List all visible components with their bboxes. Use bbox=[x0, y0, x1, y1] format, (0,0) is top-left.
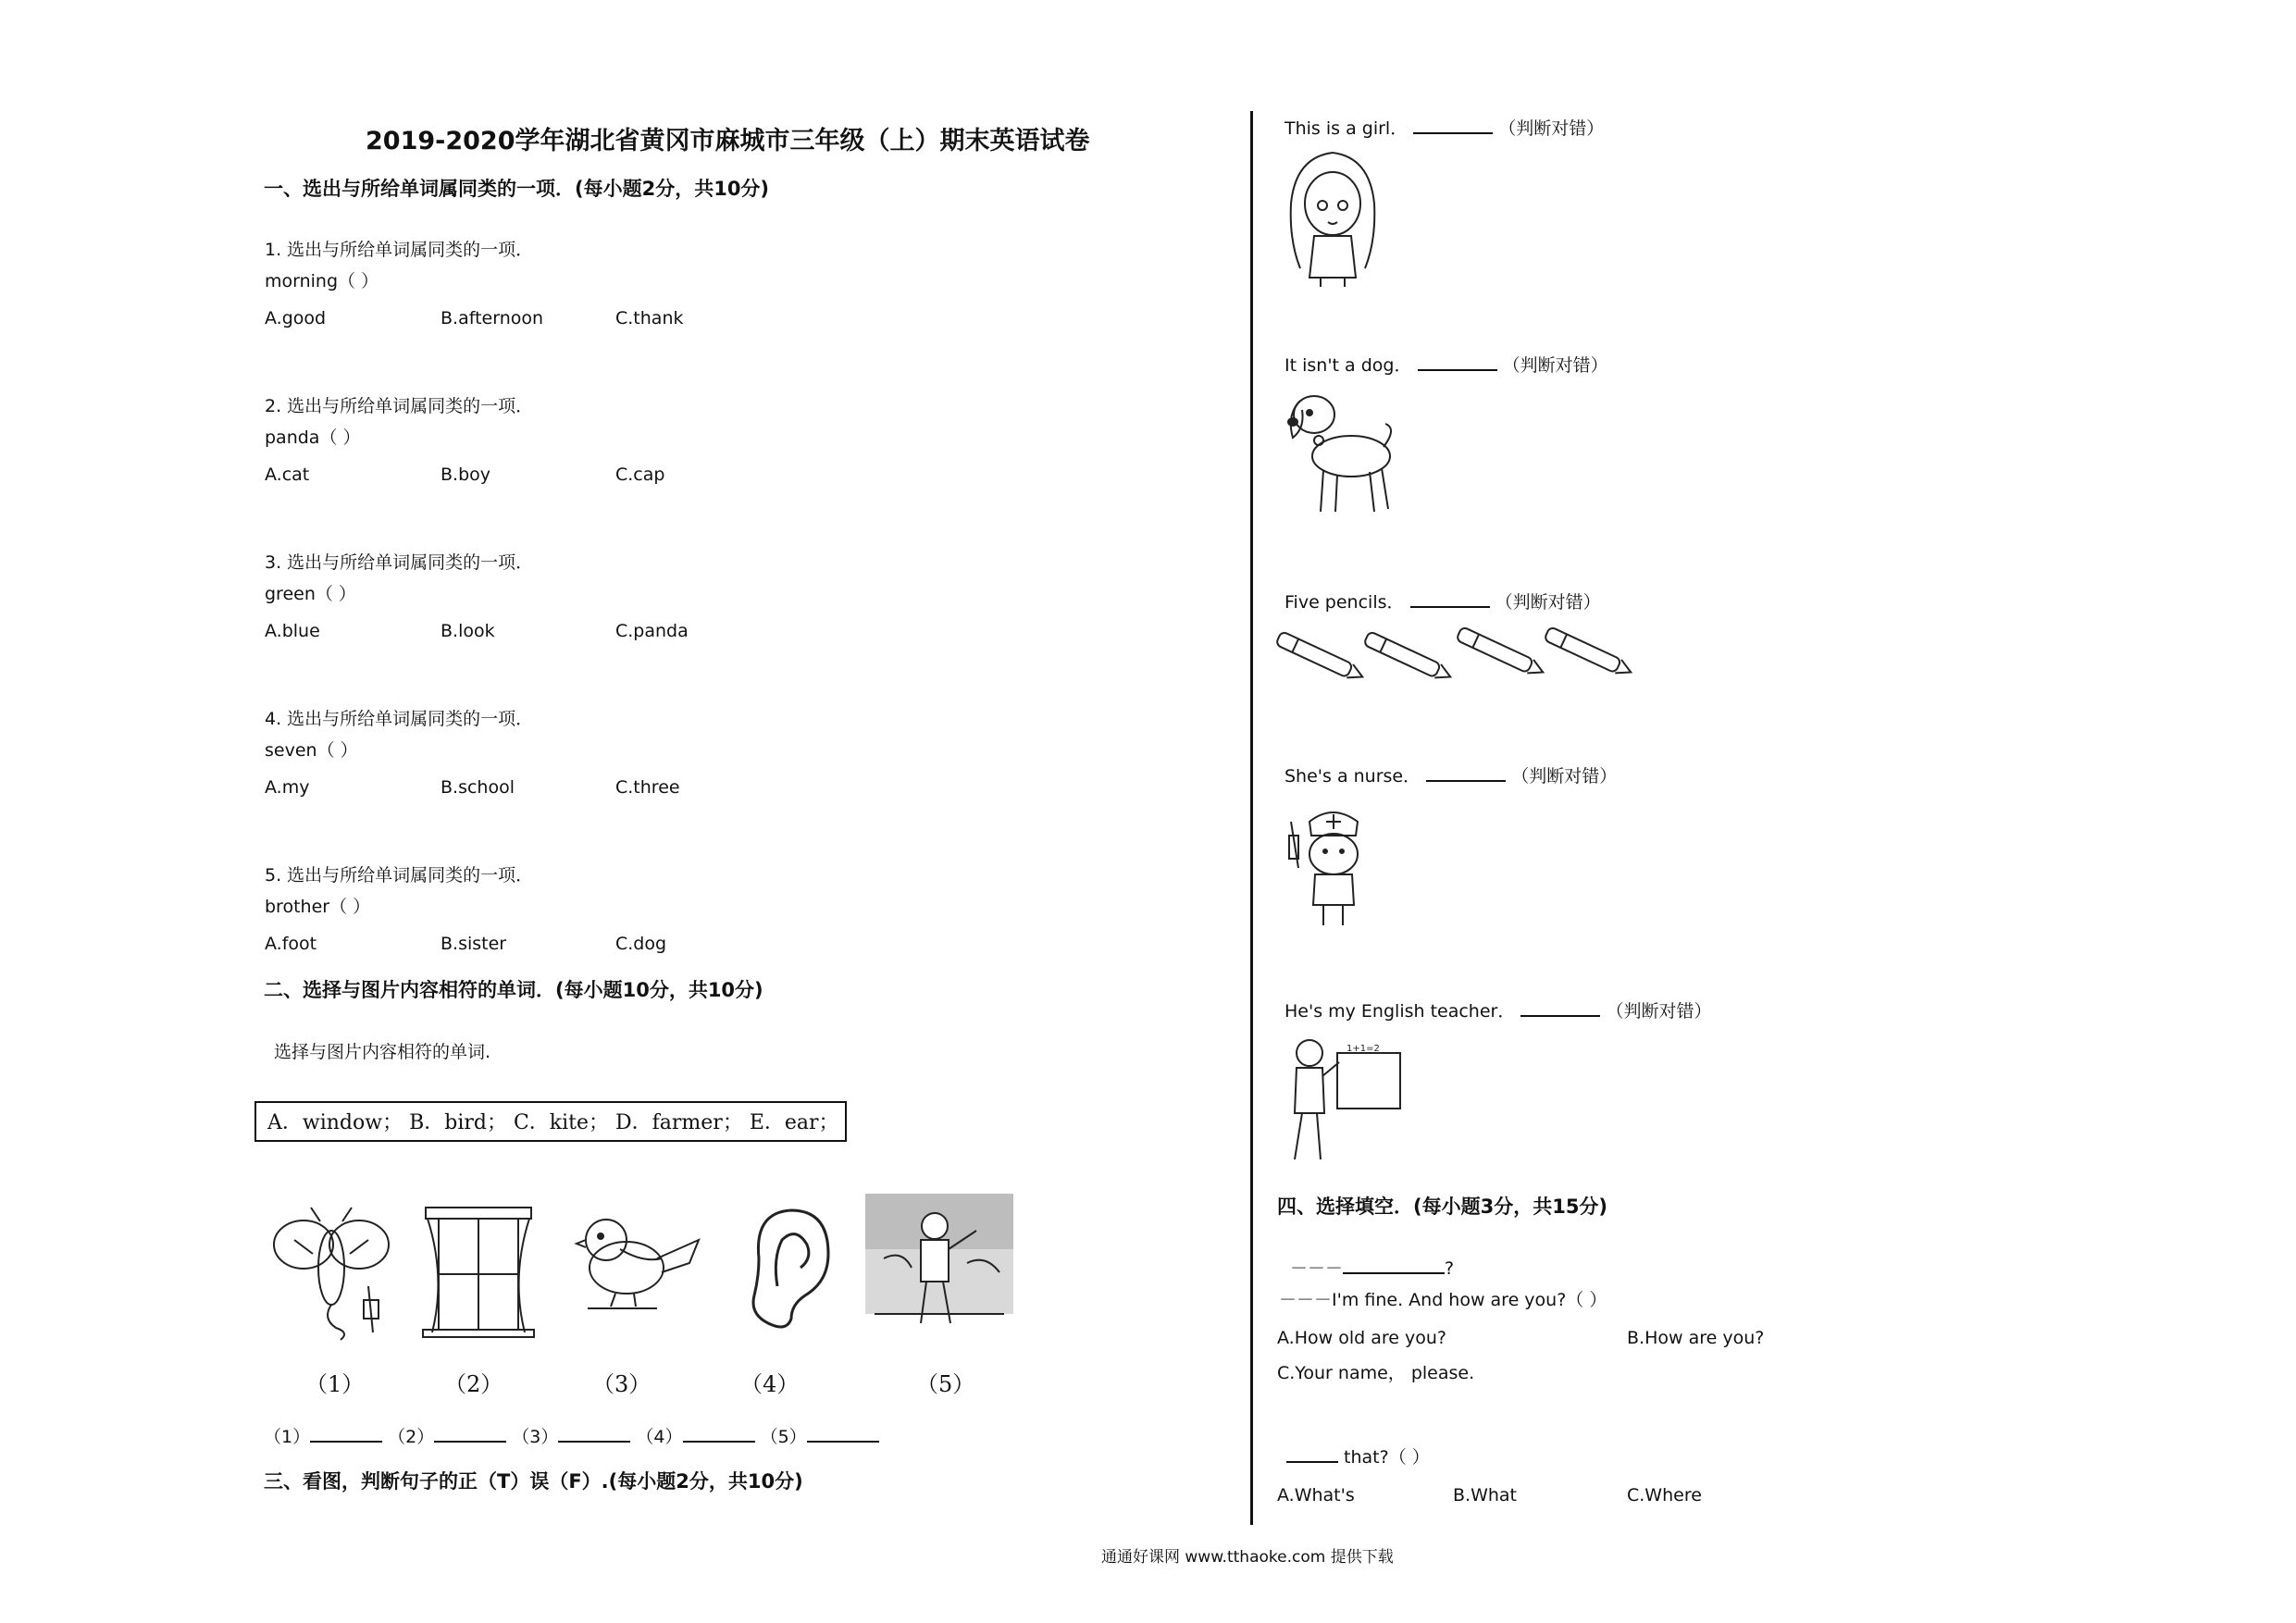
judge-sentence: Five pencils． bbox=[1285, 592, 1405, 613]
fill-option-c[interactable]: C.Where bbox=[1627, 1485, 1702, 1505]
dog-picture bbox=[1282, 387, 1411, 516]
option-b[interactable]: B.afternoon bbox=[441, 308, 544, 328]
picture-label-4: （4） bbox=[740, 1371, 800, 1397]
kite-picture bbox=[267, 1203, 396, 1342]
option-a[interactable]: A.blue bbox=[265, 621, 320, 641]
fill-option-b[interactable]: B.What bbox=[1453, 1485, 1517, 1505]
answer-row bbox=[264, 1423, 879, 1448]
question-word: panda（ ） bbox=[265, 427, 361, 448]
option-c[interactable]: C.three bbox=[615, 777, 680, 798]
fill-question-1-line2: －－－I'm fine. And how are you?（ ） bbox=[1279, 1290, 1607, 1310]
bird-picture bbox=[569, 1212, 703, 1314]
judge-hint: （判断对错） bbox=[1495, 592, 1601, 613]
picture-label-5: （5） bbox=[916, 1371, 975, 1397]
picture-label-3: （3） bbox=[592, 1371, 652, 1397]
answer-blank-1[interactable] bbox=[310, 1441, 382, 1443]
page-title: 2019-2020学年湖北省黄冈市麻城市三年级（上）期末英语试卷 bbox=[366, 127, 1090, 155]
judge-blank-1[interactable] bbox=[1413, 132, 1493, 134]
fill-question-1-line1 bbox=[1290, 1255, 1454, 1280]
answer-label-3: （3） bbox=[512, 1427, 559, 1447]
judge-sentence: He's my English teacher． bbox=[1285, 1001, 1516, 1022]
question-prompt: 2. 选出与所给单词属同类的一项． bbox=[265, 396, 534, 416]
svg-text:1+1=2: 1+1=2 bbox=[1347, 1044, 1380, 1054]
judge-item-2 bbox=[1285, 352, 1608, 377]
teacher-picture bbox=[1282, 1035, 1402, 1164]
question-prompt: 5. 选出与所给单词属同类的一项． bbox=[265, 865, 534, 886]
judge-sentence: She's a nurse． bbox=[1285, 766, 1421, 787]
judge-blank-5[interactable] bbox=[1520, 1015, 1600, 1017]
judge-hint: （判断对错） bbox=[1511, 766, 1618, 787]
section3-heading: 三、看图，判断句子的正（T）误（F）.(每小题2分，共10分) bbox=[264, 1470, 803, 1493]
fill-option-a[interactable]: A.How old are you? bbox=[1277, 1328, 1446, 1348]
question-prompt: 1. 选出与所给单词属同类的一项． bbox=[265, 240, 534, 260]
question-word: morning（ ） bbox=[265, 271, 379, 291]
answer-blank-2[interactable] bbox=[434, 1441, 506, 1443]
option-a[interactable]: A.my bbox=[265, 777, 310, 798]
option-a[interactable]: A.good bbox=[265, 308, 327, 328]
answer-label-4: （4） bbox=[636, 1427, 683, 1447]
answer-label-2: （2） bbox=[388, 1427, 435, 1447]
option-c[interactable]: C.panda bbox=[615, 621, 689, 641]
question-prompt: 4. 选出与所给单词属同类的一项． bbox=[265, 709, 534, 729]
question-word: green（ ） bbox=[265, 584, 356, 604]
section4-heading: 四、选择填空．(每小题3分，共15分) bbox=[1277, 1196, 1608, 1218]
farmer-picture bbox=[865, 1194, 1013, 1332]
fill-question-2-text: that?（ ） bbox=[1338, 1447, 1430, 1468]
dialogue-dashes: －－－ bbox=[1290, 1258, 1344, 1279]
option-a[interactable]: A.foot bbox=[265, 934, 317, 954]
option-c[interactable]: C.thank bbox=[615, 308, 684, 328]
section1-heading: 一、选出与所给单词属同类的一项．(每小题2分，共10分) bbox=[264, 178, 770, 200]
answer-blank-4[interactable] bbox=[683, 1441, 755, 1443]
question-word: brother（ ） bbox=[265, 897, 371, 917]
option-b[interactable]: B.boy bbox=[441, 465, 491, 485]
picture-label-2: （2） bbox=[444, 1371, 503, 1397]
question-word: seven（ ） bbox=[265, 740, 358, 761]
answer-blank-5[interactable] bbox=[807, 1441, 879, 1443]
girl-picture bbox=[1282, 148, 1384, 287]
fill-option-b[interactable]: B.How are you? bbox=[1627, 1328, 1765, 1348]
fill-blank-2[interactable] bbox=[1286, 1461, 1338, 1463]
judge-hint: （判断对错） bbox=[1606, 1001, 1712, 1022]
pens-picture bbox=[1282, 622, 1652, 696]
judge-hint: （判断对错） bbox=[1498, 118, 1605, 139]
judge-blank-2[interactable] bbox=[1418, 369, 1497, 371]
judge-sentence: It isn't a dog． bbox=[1285, 355, 1412, 376]
judge-item-3 bbox=[1285, 588, 1601, 613]
option-a[interactable]: A.cat bbox=[265, 465, 310, 485]
fill-question-2 bbox=[1286, 1443, 1430, 1468]
option-b[interactable]: B.sister bbox=[441, 934, 507, 954]
section2-heading: 二、选择与图片内容相符的单词．(每小题10分，共10分) bbox=[264, 979, 763, 1001]
nurse-picture bbox=[1282, 803, 1384, 933]
window-picture bbox=[418, 1203, 539, 1342]
column-divider bbox=[1250, 111, 1253, 1525]
judge-blank-4[interactable] bbox=[1426, 780, 1506, 782]
ear-picture bbox=[740, 1203, 833, 1332]
judge-item-5 bbox=[1285, 997, 1711, 1022]
judge-sentence: This is a girl． bbox=[1285, 118, 1409, 139]
question-prompt: 3. 选出与所给单词属同类的一项． bbox=[265, 552, 534, 573]
question-mark: ? bbox=[1445, 1258, 1455, 1279]
picture-label-1: （1） bbox=[305, 1371, 365, 1397]
option-c[interactable]: C.dog bbox=[615, 934, 667, 954]
option-b[interactable]: B.look bbox=[441, 621, 495, 641]
fill-blank-1[interactable] bbox=[1343, 1272, 1445, 1274]
option-c[interactable]: C.cap bbox=[615, 465, 665, 485]
answer-blank-3[interactable] bbox=[558, 1441, 630, 1443]
word-box: A．window； B．bird； C．kite； D．farmer； E．ear； bbox=[254, 1101, 847, 1142]
answer-label-5: （5） bbox=[760, 1427, 807, 1447]
option-b[interactable]: B.school bbox=[441, 777, 515, 798]
footer-text: 通通好课网 www.tthaoke.com 提供下载 bbox=[1101, 1548, 1394, 1567]
fill-option-a[interactable]: A.What's bbox=[1277, 1485, 1355, 1505]
fill-option-c[interactable]: C.Your name， please. bbox=[1277, 1363, 1475, 1383]
judge-hint: （判断对错） bbox=[1502, 355, 1608, 376]
answer-label-1: （1） bbox=[264, 1427, 311, 1447]
judge-item-4 bbox=[1285, 762, 1617, 787]
judge-item-1 bbox=[1285, 115, 1604, 140]
judge-blank-3[interactable] bbox=[1410, 606, 1490, 608]
section2-instruction: 选择与图片内容相符的单词. bbox=[274, 1042, 491, 1062]
